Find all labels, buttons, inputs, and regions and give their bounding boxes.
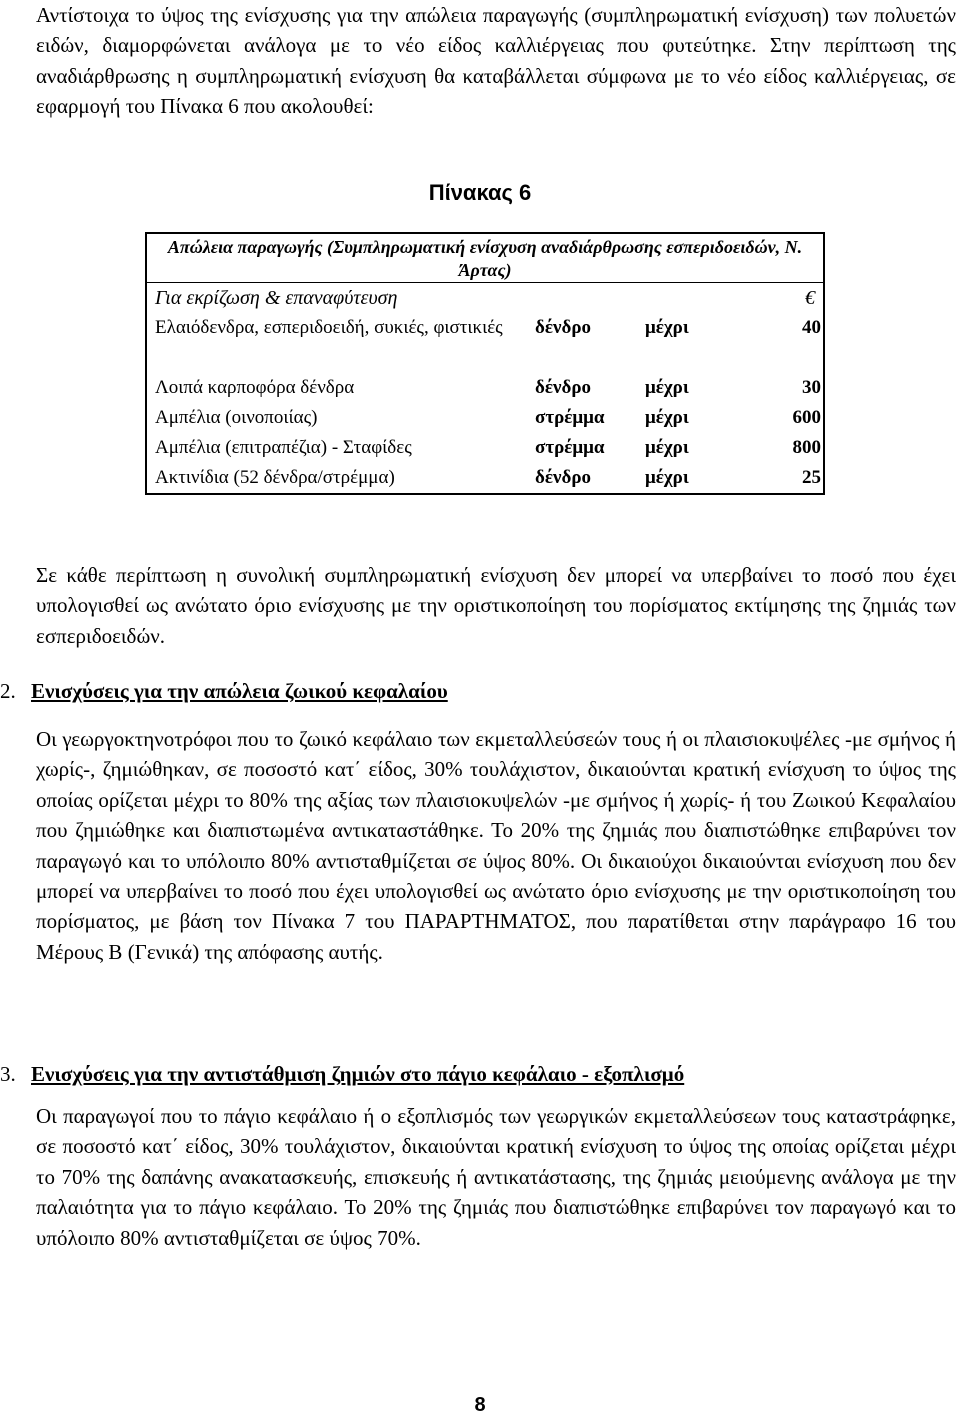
row-limit: μέχρι [645,407,689,428]
section-3-number: 3. [0,1062,16,1086]
row-limit: μέχρι [645,377,689,398]
table-title: Απώλεια παραγωγής (Συμπληρωματική ενίσχυση αναδιάρθρωσης εσπεριδοειδών, Ν. Άρτας) [167,237,803,280]
table-header-label: Για εκρίζωση & επαναφύτευση [155,286,398,309]
row-limit: μέχρι [645,437,689,458]
intro-paragraph: Αντίστοιχα το ύψος της ενίσχυσης για την απώλεια παραγωγής (συμπληρωματική ενίσχυση) των πολυετών ειδών, διαμορφώνεται ανάλογα με το νέο είδος καλλιέργειας που φυτεύτηκε. Στην περίπτωση της αναδιάρθρωσης η συμπληρωματική ενίσχυση θα καταβάλλεται σύμφωνα με το νέο είδος καλλιέργειας, σε εφαρμογή του Πίνακα 6 που ακολουθεί: [36,3,956,119]
table-row [147,403,823,433]
section-2-heading [0,676,448,706]
row-description: Ελαιόδενδρα, εσπεριδοειδή, συκιές, φιστικιές [155,317,503,338]
row-limit: μέχρι [645,467,689,488]
table-header-row [147,282,823,313]
row-unit: δένδρο [535,467,591,488]
row-description: Αμπέλια (οινοποιίας) [155,407,318,428]
section-3-title: Ενισχύσεις για την αντιστάθμιση ζημιών στο πάγιο κεφάλαιο - εξοπλισμό [31,1062,685,1086]
section-3-paragraph: Οι παραγωγοί που το πάγιο κεφάλαιο ή ο εξοπλισμός των γεωργικών εκμεταλλεύσεων τους καταστράφηκε, σε ποσοστό κατ΄ είδος, 30% τουλάχιστον, δικαιούνται κρατική ενίσχυση το ύψος της οποίας ορίζεται μέχρι το 70% της δαπάνης ανακατασκευής, επισκευής ή αντικατάστασης, της ζημιάς μειούμενης ανάλογα με την παλαιότητα για το πάγιο κεφάλαιο. Το 20% της ζημιάς που διαπιστώθηκε επιβαρύνει τον παραγωγό και το υπόλοιπο 80% αντισταθμίζεται σε ύψος 70%. [36,1104,956,1250]
table-row [147,433,823,463]
row-value: 800 [792,437,821,458]
row-value: 40 [802,317,821,338]
row-limit: μέχρι [645,317,689,338]
table-row [147,313,823,373]
row-unit: στρέμμα [535,437,605,458]
section-3-heading [0,1059,684,1089]
row-unit: δένδρο [535,317,591,338]
table-row [147,373,823,403]
page-number: 8 [474,1394,486,1416]
row-unit: στρέμμα [535,407,605,428]
section-2-paragraph: Οι γεωργοκτηνοτρόφοι που το ζωικό κεφάλαιο των εκμεταλλεύσεών τους ή οι πλαισιοκυψέλες -με σμήνος ή χωρίς-, ζημιώθηκαν, σε ποσοστό κατ΄ είδος, 30% τουλάχιστον, δικαιούνται κρατική ενίσχυση το ύψος της οποίας ορίζεται μέχρι το 80% της αξίας των πλαισιοκυψελών -με σμήνος ή χωρίς- ή του Ζωικού Κεφαλαίου που ζημιώθηκε και διαπιστωμένα αντικαταστάθηκε. Το 20% της ζημιάς που διαπιστώθηκε επιβαρύνει τον παραγωγό και το υπόλοιπο 80% αντισταθμίζεται σε ύψος 80%. Οι δικαιούχοι δικαιούνται ενίσχυση που δεν μπορεί να υπερβαίνει το ποσό που έχει υπολογισθεί ως ανώτατο όριο ενίσχυσης με την οριστικοποίηση του πορίσματος, με βάση τον Πίνακα 7 του ΠΑΡΑΡΤΗΜΑΤΟΣ, που παρατίθεται στην παράγραφο 16 του Μέρους Β (Γενικά) της απόφασης αυτής. [36,727,956,964]
compensation-table [145,232,825,495]
row-value: 600 [792,407,821,428]
after-table-paragraph: Σε κάθε περίπτωση η συνολική συμπληρωματική ενίσχυση δεν μπορεί να υπερβαίνει το ποσό που έχει υπολογισθεί ως ανώτατο όριο ενίσχυσης με την οριστικοποίηση του πορίσματος εκτίμησης της ζημιάς των εσπεριδοειδών. [36,563,956,648]
row-value: 30 [802,377,821,398]
euro-currency-icon: € [805,286,815,309]
row-value: 25 [802,467,821,488]
section-2-number: 2. [0,679,16,703]
row-unit: δένδρο [535,377,591,398]
table-heading: Πίνακας 6 [428,180,532,205]
row-description: Λοιπά καρποφόρα δένδρα [155,377,355,398]
section-2-title: Ενισχύσεις για την απώλεια ζωικού κεφαλαίου [31,679,448,703]
row-description: Ακτινίδια (52 δένδρα/στρέμμα) [155,467,395,488]
row-description: Αμπέλια (επιτραπέζια) - Σταφίδες [155,437,412,458]
table-row [147,463,823,493]
